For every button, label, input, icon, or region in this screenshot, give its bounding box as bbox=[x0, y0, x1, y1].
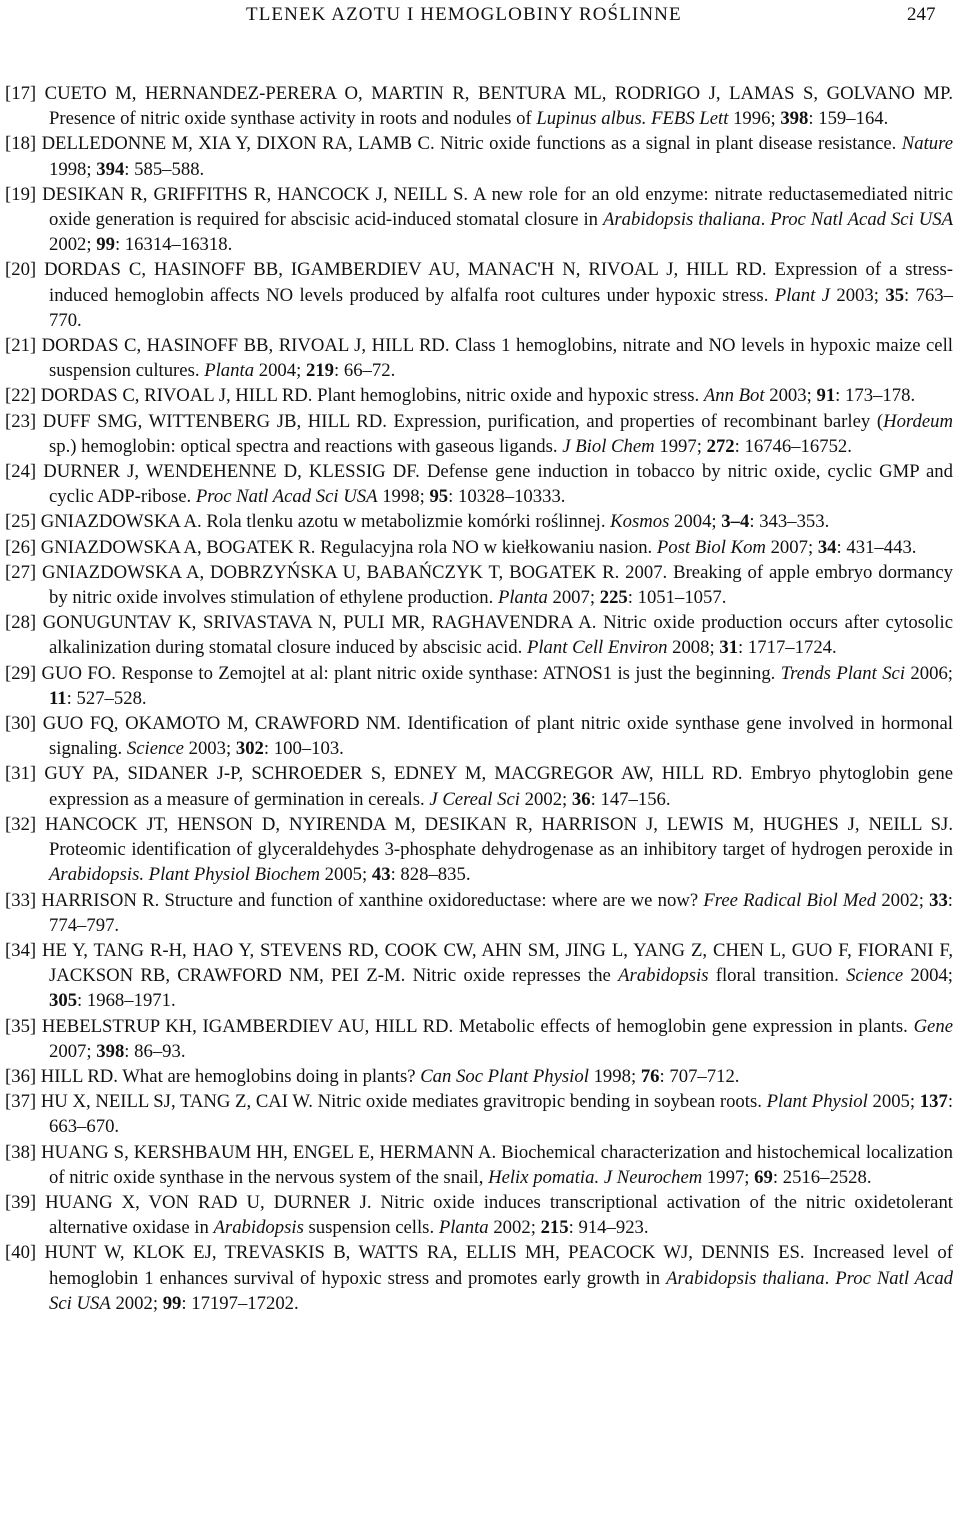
reference-volume: 219 bbox=[305, 360, 334, 382]
reference-text: [37] HU X, NEILL SJ, TANG Z, CAI W. Nitric oxide mediates gravitropic bending in soybean roots. bbox=[5, 1091, 767, 1113]
reference-text: [25] GNIAZDOWSKA A. Rola tlenku azotu w metabolizmie komórki roślinnej. bbox=[5, 511, 611, 533]
reference-text: 1998; bbox=[49, 158, 97, 180]
reference-text: 1998; bbox=[588, 1065, 641, 1087]
reference-entry bbox=[0, 257, 957, 333]
reference-italic-text: Plant J bbox=[774, 284, 830, 306]
reference-text: [31] GUY PA, SIDANER J-P, SCHROEDER S, EDNEY M, MACGREGOR AW, HILL RD. Embryo phytoglobin gene expression as a measure of germination in cereals. bbox=[5, 763, 953, 810]
reference-volume: 99 bbox=[162, 1292, 182, 1314]
reference-italic-text: Hordeum bbox=[883, 410, 953, 432]
reference-italic-text: Free Radical Biol Med bbox=[703, 889, 877, 911]
reference-text: 2004; bbox=[903, 965, 953, 987]
reference-entry bbox=[0, 1140, 957, 1190]
reference-text: 2003; bbox=[829, 284, 886, 306]
reference-text: [22] DORDAS C, RIVOAL J, HILL RD. Plant hemoglobins, nitric oxide and hypoxic stress. bbox=[5, 385, 704, 407]
reference-entry bbox=[0, 1089, 957, 1139]
reference-text: [21] DORDAS C, HASINOFF BB, RIVOAL J, HILL RD. Class 1 hemoglobins, nitrate and NO levels in hypoxic maize cell suspension cultures. bbox=[5, 335, 953, 382]
reference-text: : 147–156. bbox=[590, 788, 671, 810]
reference-text: 2004; bbox=[254, 360, 306, 382]
reference-text: [36] HILL RD. What are hemoglobins doing in plants? bbox=[5, 1065, 421, 1087]
reference-italic-text: Helix pomatia. J Neurochem bbox=[488, 1166, 703, 1188]
reference-italic-text: Proc Natl Acad Sci USA bbox=[195, 486, 378, 508]
reference-entry bbox=[0, 1240, 957, 1316]
reference-italic-text: Plant Physiol bbox=[766, 1091, 868, 1113]
reference-volume: 398 bbox=[780, 108, 809, 130]
reference-italic-text: J Biol Chem bbox=[562, 435, 655, 457]
reference-text: : 100–103. bbox=[263, 738, 344, 760]
reference-text: [23] DUFF SMG, WITTENBERG JB, HILL RD. Expression, purification, and properties of recombinant barley ( bbox=[5, 410, 884, 432]
reference-volume: 34 bbox=[817, 536, 837, 558]
reference-entry bbox=[0, 409, 957, 459]
reference-text: : 343–353. bbox=[749, 511, 830, 533]
reference-text: floral transition. bbox=[708, 965, 847, 987]
reference-volume: 225 bbox=[599, 587, 628, 609]
reference-italic-text: Gene bbox=[913, 1015, 953, 1037]
reference-text: [40] HUNT W, KLOK EJ, TREVASKIS B, WATTS RA, ELLIS MH, PEACOCK WJ, DENNIS ES. Increased level of hemoglobin 1 enhances survival of hypoxic stress and promotes early growth in bbox=[5, 1242, 953, 1289]
reference-italic-text: Arabidopsis bbox=[213, 1217, 304, 1239]
reference-italic-text: Plant Cell Environ bbox=[526, 637, 668, 659]
reference-text: : 10328–10333. bbox=[448, 486, 566, 508]
reference-text: : 16746–16752. bbox=[734, 435, 852, 457]
running-title: TLENEK AZOTU I HEMOGLOBINY ROŚLINNE bbox=[246, 4, 682, 25]
reference-text: : 1717–1724. bbox=[738, 637, 837, 659]
reference-text: : 2516–2528. bbox=[772, 1166, 872, 1188]
reference-text: 1996; bbox=[728, 108, 781, 130]
reference-volume: 35 bbox=[885, 284, 905, 306]
reference-text: [29] GUO FO. Response to Zemojtel at al: plant nitric oxide synthase: ATNOS1 is just the beginning. bbox=[5, 662, 781, 684]
reference-volume: 95 bbox=[429, 486, 449, 508]
reference-text: : 707–712. bbox=[659, 1065, 740, 1087]
page-header bbox=[0, 0, 960, 40]
reference-text: [28] GONUGUNTAV K, SRIVASTAVA N, PULI MR, RAGHAVENDRA A. Nitric oxide production occurs after cytosolic alkalinization during stomatal closure induced by abscisic acid. bbox=[5, 612, 953, 659]
reference-volume: 215 bbox=[540, 1217, 569, 1239]
reference-text: 2002; bbox=[520, 788, 572, 810]
reference-text: 2007; bbox=[49, 1040, 97, 1062]
reference-italic-text: Proc Natl Acad Sci USA bbox=[770, 209, 954, 231]
reference-text: [18] DELLEDONNE M, XIA Y, DIXON RA, LAMB C. Nitric oxide functions as a signal in plant disease resistance. bbox=[5, 133, 902, 155]
reference-text: [30] GUO FQ, OKAMOTO M, CRAWFORD NM. Identification of plant nitric oxide synthase gene involved in hormonal signaling. bbox=[5, 713, 953, 760]
reference-italic-text: Science bbox=[846, 965, 904, 987]
reference-text: 1998; bbox=[377, 486, 430, 508]
reference-text: : 17197–17202. bbox=[181, 1292, 299, 1314]
reference-italic-text: Trends Plant Sci bbox=[780, 662, 906, 684]
reference-text: : 159–164. bbox=[808, 108, 889, 130]
reference-text: [34] HE Y, TANG R-H, HAO Y, STEVENS RD, COOK CW, AHN SM, JING L, YANG Z, CHEN L, GUO F, FIORANI F, JACKSON RB, CRAWFORD NM, PEI Z-M. Nitric oxide represses the bbox=[5, 939, 953, 987]
reference-text: [24] DURNER J, WENDEHENNE D, KLESSIG DF. Defense gene induction in tobacco by nitric oxide, cyclic GMP and cyclic ADP-ribose. bbox=[5, 461, 953, 508]
reference-text: 2005; bbox=[319, 864, 372, 886]
reference-volume: 11 bbox=[49, 687, 67, 709]
reference-entry bbox=[0, 888, 957, 938]
reference-italic-text: Lupinus albus. FEBS Lett bbox=[536, 108, 729, 130]
reference-text: [33] HARRISON R. Structure and function of xanthine oxidoreductase: where are we now? bbox=[5, 889, 704, 911]
reference-text: 2007; bbox=[547, 587, 600, 609]
reference-text: 2004; bbox=[669, 511, 722, 533]
reference-entry bbox=[0, 661, 957, 711]
reference-text: [32] HANCOCK JT, HENSON D, NYIRENDA M, DESIKAN R, HARRISON J, LEWIS M, HUGHES J, NEILL SJ. Proteomic identification of glyceraldehydes 3-phosphate dehydrogenase as an inhibitory target of hydrogen peroxide in bbox=[5, 813, 953, 861]
reference-italic-text: Ann Bot bbox=[703, 385, 765, 407]
reference-entry bbox=[0, 383, 957, 408]
reference-text: 2003; bbox=[183, 738, 236, 760]
reference-volume: 36 bbox=[571, 788, 591, 810]
reference-volume: 302 bbox=[235, 738, 264, 760]
reference-italic-text: J Cereal Sci bbox=[429, 788, 520, 810]
reference-volume: 76 bbox=[640, 1065, 660, 1087]
reference-volume: 31 bbox=[719, 637, 739, 659]
reference-entry bbox=[0, 535, 957, 560]
reference-text: 2002; bbox=[110, 1292, 163, 1314]
reference-italic-text: Arabidopsis thaliana bbox=[666, 1267, 825, 1289]
reference-text: : 66–72. bbox=[334, 360, 396, 382]
reference-text: : 527–528. bbox=[66, 687, 147, 709]
reference-text: : 173–178. bbox=[835, 385, 916, 407]
reference-entry bbox=[0, 560, 957, 610]
reference-text: 2003; bbox=[764, 385, 817, 407]
reference-entry bbox=[0, 131, 957, 181]
reference-text: [27] GNIAZDOWSKA A, DOBRZYŃSKA U, BABAŃCZYK T, BOGATEK R. 2007. Breaking of apple embryo dormancy by nitric oxide involves stimulation of ethylene production. bbox=[5, 561, 953, 609]
reference-text: : 431–443. bbox=[836, 536, 917, 558]
reference-text: : 585–588. bbox=[124, 158, 205, 180]
reference-italic-text: Planta bbox=[204, 360, 255, 382]
reference-text: [26] GNIAZDOWSKA A, BOGATEK R. Regulacyjna rola NO w kiełkowaniu nasion. bbox=[5, 536, 657, 558]
reference-text: 2002; bbox=[49, 234, 97, 256]
reference-text: : 663–670. bbox=[49, 1091, 954, 1138]
reference-italic-text: Proc Natl Acad Sci USA bbox=[49, 1267, 954, 1314]
reference-text: : 763–770. bbox=[49, 284, 953, 331]
reference-text: : 16314–16318. bbox=[114, 234, 233, 256]
reference-text: . bbox=[760, 209, 771, 231]
reference-volume: 33 bbox=[929, 889, 948, 911]
reference-entry bbox=[0, 509, 957, 534]
reference-volume: 272 bbox=[706, 435, 735, 457]
reference-italic-text: Planta bbox=[438, 1217, 489, 1239]
reference-italic-text: Kosmos bbox=[610, 511, 670, 533]
reference-volume: 91 bbox=[816, 385, 836, 407]
reference-text: sp.) hemoglobin: optical spectra and reactions with gaseous ligands. bbox=[49, 435, 563, 457]
reference-italic-text: Can Soc Plant Physiol bbox=[420, 1065, 589, 1087]
reference-text: : 774–797. bbox=[49, 889, 953, 936]
reference-text: 2008; bbox=[667, 637, 720, 659]
reference-italic-text: Arabidopsis thaliana bbox=[602, 209, 761, 231]
reference-text: suspension cells. bbox=[303, 1217, 439, 1239]
reference-text: [17] CUETO M, HERNANDEZ-PERERA O, MARTIN R, BENTURA ML, RODRIGO J, LAMAS S, GOLVANO MP. Presence of nitric oxide synthase activity in roots and nodules of bbox=[5, 83, 953, 130]
reference-text: 2005; bbox=[867, 1091, 920, 1113]
reference-entry bbox=[0, 81, 957, 131]
reference-text: 1997; bbox=[654, 435, 707, 457]
reference-text: : 1968–1971. bbox=[77, 990, 176, 1012]
reference-italic-text: Planta bbox=[497, 587, 548, 609]
reference-entry bbox=[0, 761, 957, 811]
reference-entry bbox=[0, 610, 957, 660]
reference-volume: 137 bbox=[919, 1091, 948, 1113]
reference-volume: 305 bbox=[49, 990, 78, 1012]
reference-text: [19] DESIKAN R, GRIFFITHS R, HANCOCK J, NEILL S. A new role for an old enzyme: nitrate reductasemediated nitric oxide generation is required for abscisic acid-induced stomatal closure in bbox=[5, 183, 953, 231]
reference-entry bbox=[0, 1064, 957, 1089]
page-number: 247 bbox=[907, 4, 936, 25]
reference-text: : 828–835. bbox=[390, 864, 471, 886]
reference-italic-text: Nature bbox=[901, 133, 953, 155]
reference-text: [38] HUANG S, KERSHBAUM HH, ENGEL E, HERMANN A. Biochemical characterization and histochemical localization of nitric oxide synthase in the nervous system of the snail, bbox=[5, 1141, 953, 1188]
reference-italic-text: Post Biol Kom bbox=[656, 536, 766, 558]
reference-italic-text: Arabidopsis. Plant Physiol Biochem bbox=[49, 864, 320, 886]
reference-entry bbox=[0, 459, 957, 509]
reference-entry bbox=[0, 1190, 957, 1240]
reference-volume: 43 bbox=[371, 864, 391, 886]
reference-italic-text: Arabidopsis bbox=[618, 965, 709, 987]
reference-text: : 86–93. bbox=[124, 1040, 186, 1062]
reference-text: : 914–923. bbox=[568, 1217, 649, 1239]
reference-text: [20] DORDAS C, HASINOFF BB, IGAMBERDIEV AU, MANAC'H N, RIVOAL J, HILL RD. Expression of a stress-induced hemoglobin affects NO levels produced by alfalfa root cultures under hypoxic stress. bbox=[5, 259, 953, 306]
reference-text: [35] HEBELSTRUP KH, IGAMBERDIEV AU, HILL RD. Metabolic effects of hemoglobin gene expression in plants. bbox=[5, 1015, 914, 1037]
reference-volume: 394 bbox=[96, 158, 125, 180]
reference-text: 1997; bbox=[702, 1166, 755, 1188]
reference-entry bbox=[0, 711, 957, 761]
reference-entry bbox=[0, 812, 957, 888]
reference-text: [39] HUANG X, VON RAD U, DURNER J. Nitric oxide induces transcriptional activation of the nitric oxidetolerant alternative oxidase in bbox=[5, 1191, 953, 1239]
reference-entry bbox=[0, 182, 957, 258]
reference-entry bbox=[0, 938, 957, 1014]
reference-entry bbox=[0, 1014, 957, 1064]
reference-italic-text: Science bbox=[126, 738, 184, 760]
reference-list bbox=[0, 81, 957, 1316]
reference-text: 2007; bbox=[765, 536, 818, 558]
reference-text: 2006; bbox=[905, 662, 953, 684]
reference-text: 2002; bbox=[876, 889, 930, 911]
reference-text: 2002; bbox=[488, 1217, 541, 1239]
reference-volume: 3–4 bbox=[721, 511, 750, 533]
reference-volume: 398 bbox=[96, 1040, 125, 1062]
reference-volume: 99 bbox=[96, 234, 115, 256]
reference-entry bbox=[0, 333, 957, 383]
reference-volume: 69 bbox=[754, 1166, 773, 1188]
reference-text: . bbox=[824, 1267, 836, 1289]
reference-text: : 1051–1057. bbox=[627, 587, 727, 609]
